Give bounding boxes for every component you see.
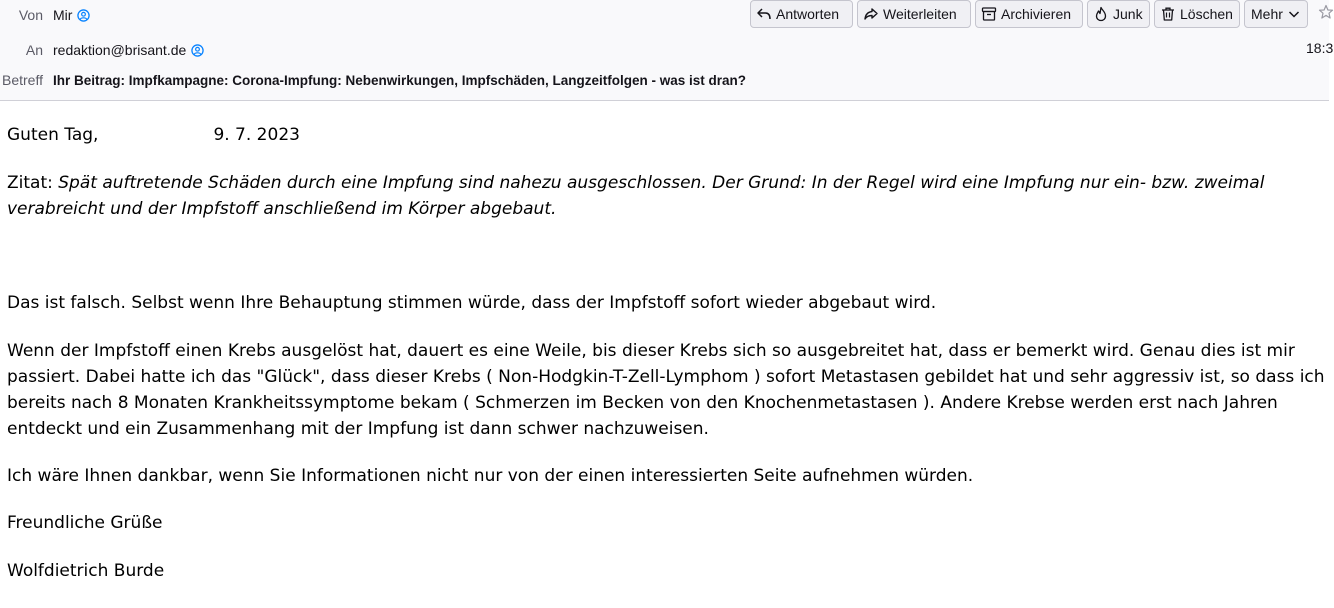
message-time: 18:3	[1306, 40, 1334, 56]
to-label: An	[25, 42, 43, 58]
junk-label: Junk	[1113, 6, 1143, 22]
subject-label: Betreff	[2, 72, 43, 88]
forward-icon	[863, 6, 879, 22]
paragraph-2: Wenn der Impfstoff einen Krebs ausgelöst hat, dauert es eine Weile, bis dieser Krebs sich so ausgebreitet hat, dass er bemerkt wird. Genau dies ist mir passiert. Dabei hatte ich das "Glück", dass dieser Krebs ( Non-Hodgkin-T-Zell-Lymphom ) sofort Metastasen gebildet hat und sehr aggressiv ist, so dass ich bereits nach 8 Monaten Krankheitssymptome bekam ( Schmerzen im Becken von den Knochenmetastasen ). Andere Krebse werden erst nach Jahren entdeckt und ein Zusammenhang mit der Impfung ist dann schwer nachzuweisen.	[7, 341, 1325, 439]
archive-label: Archivieren	[1001, 6, 1072, 22]
trash-icon	[1160, 6, 1176, 22]
from-row	[0, 4, 90, 26]
greeting: Guten Tag,	[7, 125, 99, 145]
to-row	[0, 39, 204, 61]
greeting-line	[7, 122, 1325, 148]
subject-row	[0, 69, 746, 91]
reply-button[interactable]	[750, 0, 853, 28]
forward-button[interactable]	[857, 0, 971, 28]
more-label: Mehr	[1251, 6, 1283, 22]
paragraph-1: Das ist falsch. Selbst wenn Ihre Behauptung stimmen würde, dass der Impfstoff sofort wieder abgebaut wird.	[7, 293, 937, 313]
more-button[interactable]	[1244, 0, 1308, 28]
reply-label: Antworten	[776, 6, 840, 22]
chevron-down-icon	[1286, 6, 1302, 22]
to-value[interactable]: redaktion@brisant.de	[53, 42, 187, 58]
delete-button[interactable]	[1154, 0, 1240, 28]
delete-label: Löschen	[1180, 6, 1233, 22]
contact-icon[interactable]	[77, 9, 90, 22]
contact-icon[interactable]	[191, 44, 204, 57]
star-icon[interactable]	[1318, 4, 1334, 20]
archive-icon	[981, 6, 997, 22]
reply-icon	[756, 6, 772, 22]
forward-label: Weiterleiten	[883, 6, 957, 22]
subject-value: Ihr Beitrag: Impfkampagne: Corona-Impfung: Nebenwirkungen, Impfschäden, Langzeitfolgen - was ist dran?	[53, 72, 747, 88]
quote-text: Spät auftretende Schäden durch eine Impfung sind nahezu ausgeschlossen. Der Grund: In der Regel wird eine Impfung nur ein- bzw. zweimal verabreicht und der Impfstoff anschließend im Körper abgebaut.	[7, 173, 1265, 219]
junk-button[interactable]	[1087, 0, 1150, 28]
junk-icon	[1093, 6, 1109, 22]
paragraph-3: Ich wäre Ihnen dankbar, wenn Sie Informationen nicht nur von der einen interessierten Seite aufnehmen würden.	[7, 466, 974, 486]
message-toolbar	[750, 0, 1308, 28]
closing: Freundliche Grüße	[7, 513, 163, 533]
message-header	[0, 0, 1334, 101]
letter-date: 9. 7. 2023	[213, 125, 300, 145]
from-label: Von	[18, 7, 43, 23]
signature: Wolfdietrich Burde	[7, 561, 165, 581]
archive-button[interactable]	[975, 0, 1083, 28]
quote-prefix: Zitat:	[7, 173, 59, 193]
quote-paragraph	[7, 170, 1325, 222]
from-value[interactable]: Mir	[53, 7, 73, 23]
message-body	[7, 122, 1325, 584]
